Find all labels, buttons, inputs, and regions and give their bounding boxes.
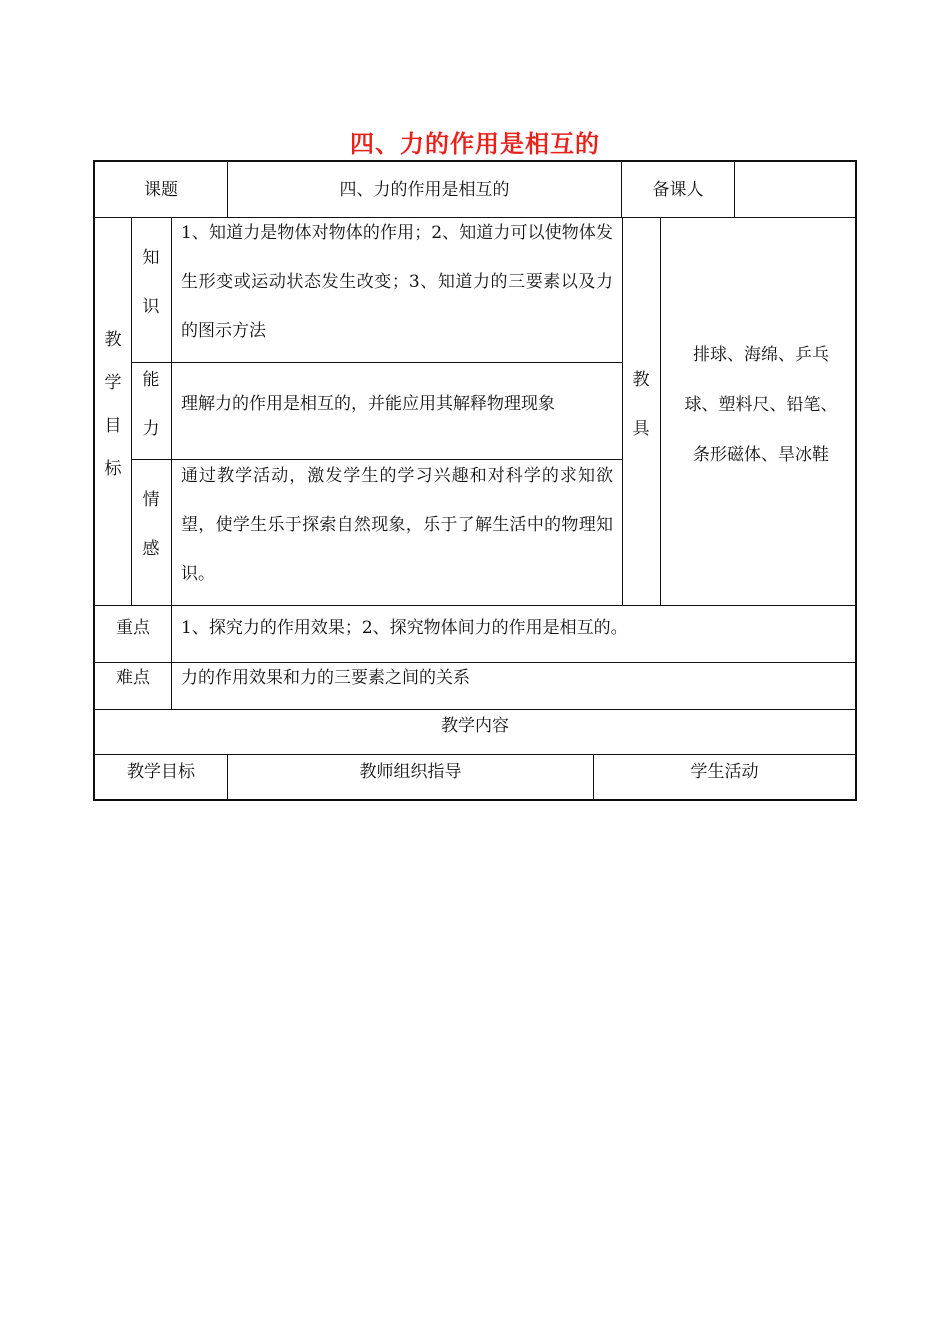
ability-label: 能 力 (142, 370, 160, 439)
key-point-label: 重点 (116, 618, 150, 638)
preparer-label: 备课人 (652, 180, 704, 200)
page-title: 四、力的作用是相互的 (350, 130, 600, 158)
column-student-activity: 学生活动 (690, 762, 759, 782)
knowledge-text: 1、知道力是物体对物体的作用；2、知道力可以使物体发生形变或运动状态发生改变；3、知道力的三要素以及力的图示方法 (181, 223, 613, 341)
knowledge-label: 知 识 (142, 248, 160, 317)
difficulty-label: 难点 (116, 668, 150, 688)
topic-label: 课题 (144, 180, 178, 200)
column-teacher-guidance: 教师组织指导 (359, 762, 462, 782)
tools-label: 教 具 (632, 370, 650, 439)
emotion-label: 情 感 (142, 490, 160, 559)
objectives-label: 教 学 目 标 (104, 330, 122, 479)
emotion-text: 通过教学活动，激发学生的学习兴趣和对科学的求知欲望，使学生乐于探索自然现象，乐于了解生活中的物理知识。 (181, 466, 613, 584)
column-objectives: 教学目标 (127, 762, 195, 782)
difficulty-text: 力的作用效果和力的三要素之间的关系 (181, 668, 470, 688)
topic-value: 四、力的作用是相互的 (339, 180, 510, 200)
ability-text: 理解力的作用是相互的，并能应用其解释物理现象 (181, 394, 555, 414)
tools-text: 排球、海绵、乒乓 球、塑料尺、铅笔、 条形磁体、旱冰鞋 (684, 345, 838, 465)
content-header: 教学内容 (441, 716, 509, 736)
key-point-text: 1、探究力的作用效果；2、探究物体间力的作用是相互的。 (181, 618, 628, 638)
